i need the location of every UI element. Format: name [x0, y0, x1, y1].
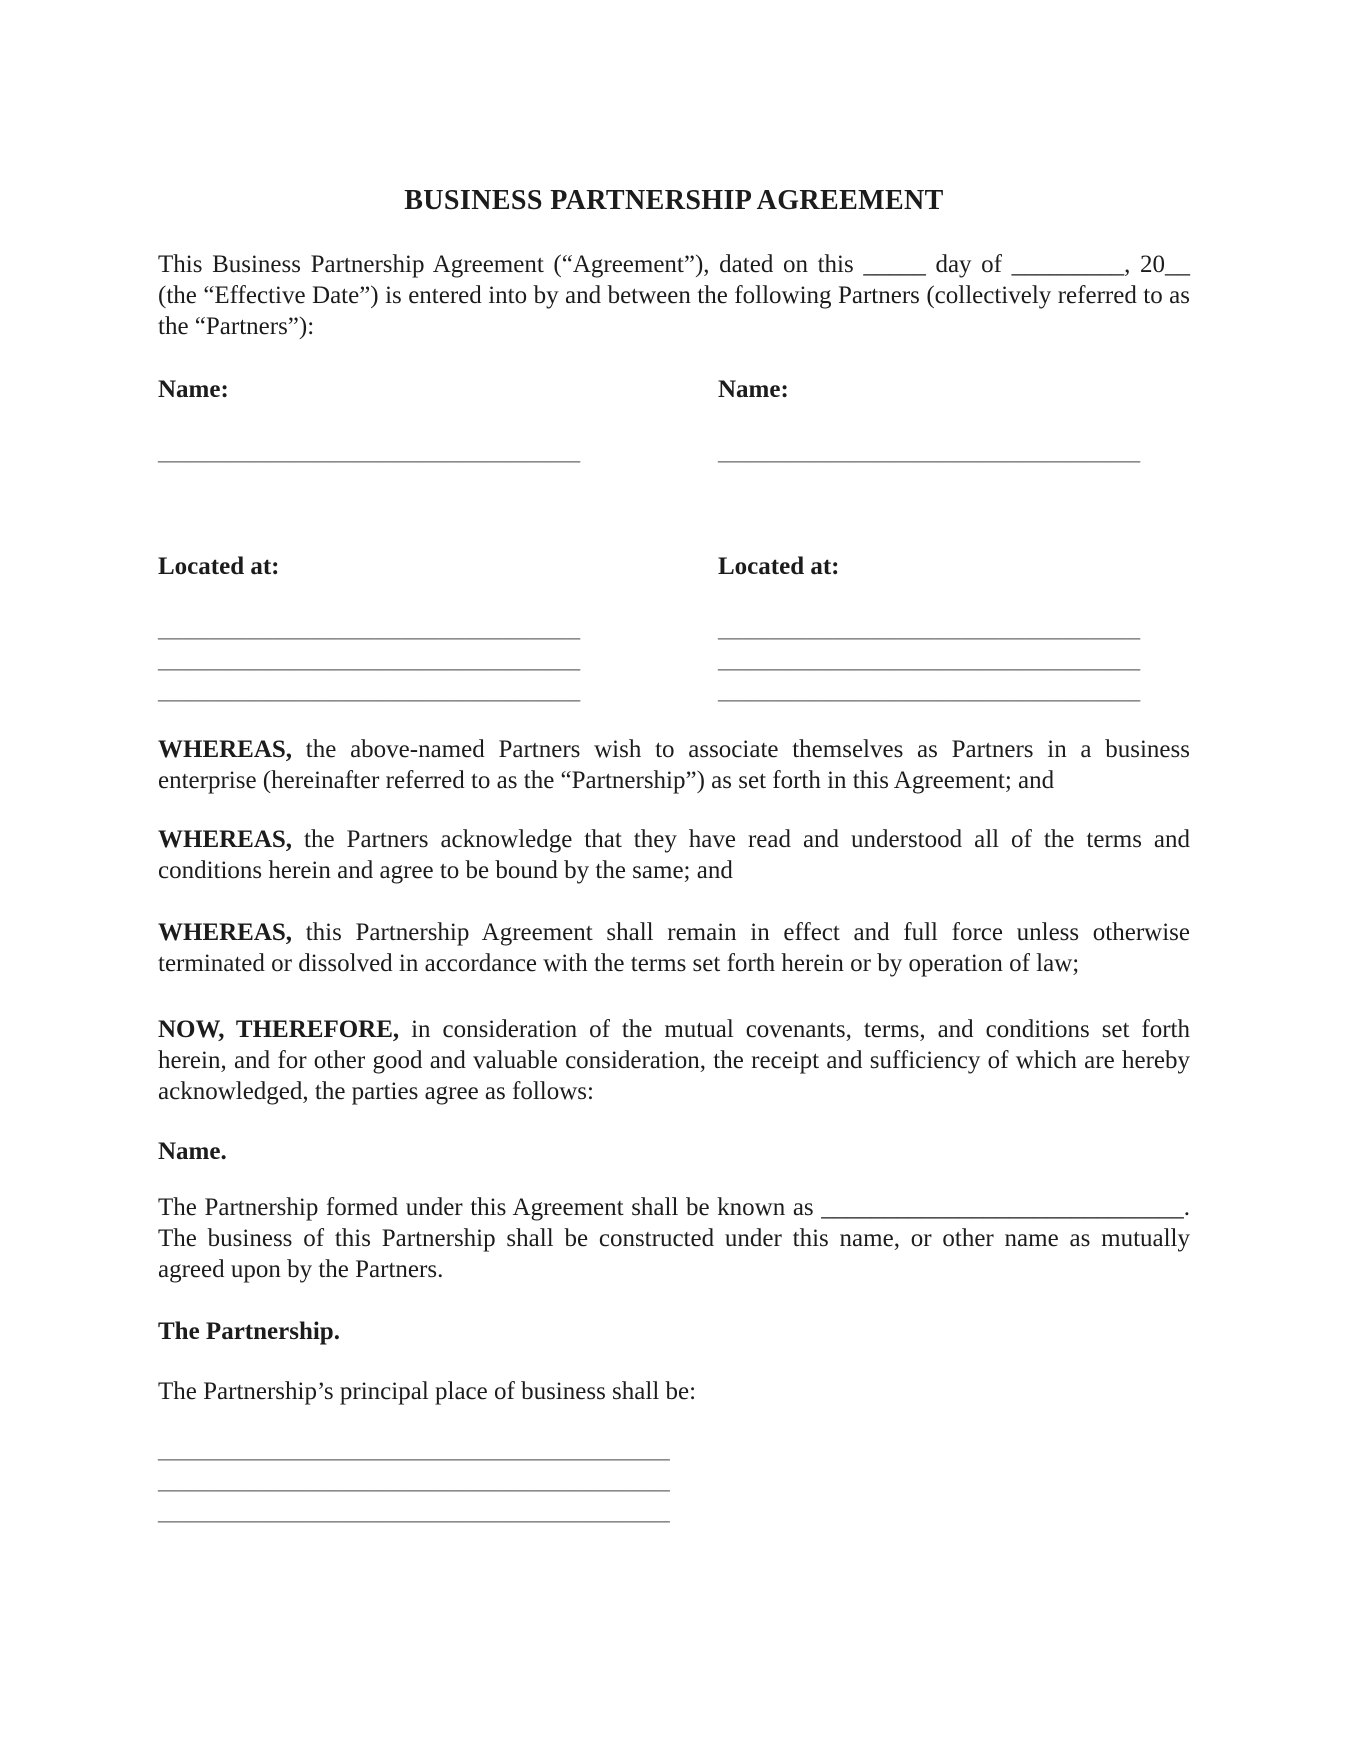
whereas-clause-2	[158, 824, 1190, 886]
clause-lead: NOW, THEREFORE,	[158, 1016, 400, 1043]
principal-place-lines	[158, 1434, 1190, 1527]
address-blank-line: _________________________________	[158, 646, 581, 673]
name-blank-line: _________________________________	[718, 438, 1141, 465]
principal-place-blank-line: ________________________________________	[158, 1467, 670, 1494]
name-section-paragraph: The Partnership formed under this Agreement shall be known as _____________________________. The business of this Partnership shall be constructed under this name, or other name as mutually agreed upon by the Partners.	[158, 1194, 1190, 1283]
partners-section	[158, 374, 1190, 706]
address-blank-line: _________________________________	[718, 646, 1141, 673]
partner-left-column	[158, 374, 718, 706]
section-heading-partnership: The Partnership.	[158, 1318, 340, 1345]
address-blank-line: _________________________________	[158, 615, 581, 642]
principal-place-blank-line: ________________________________________	[158, 1436, 670, 1463]
now-therefore-clause	[158, 1014, 1190, 1107]
clause-text: the Partners acknowledge that they have read and understood all of the terms and conditions herein and agree to be bound by the same; and	[158, 826, 1190, 884]
located-at-label: Located at:	[718, 553, 840, 580]
intro-paragraph: This Business Partnership Agreement (“Agreement”), dated on this _____ day of _________, 20__ (the “Effective Date”) is entered into by and between the following Partners (collectively referred to as the “Partners”):	[158, 251, 1190, 340]
clause-text: the above-named Partners wish to associate themselves as Partners in a business enterprise (hereinafter referred to as the “Partnership”) as set forth in this Agreement; and	[158, 736, 1190, 794]
name-blank-line: _________________________________	[158, 438, 581, 465]
document-title: BUSINESS PARTNERSHIP AGREEMENT	[404, 185, 944, 216]
located-at-label: Located at:	[158, 553, 280, 580]
address-blank-line: _________________________________	[718, 677, 1141, 704]
clause-text: in consideration of the mutual covenants, terms, and conditions set forth herein, and for other good and valuable consideration, the receipt and sufficiency of which are hereby acknowledged, the parties agree as follows:	[158, 1016, 1190, 1105]
principal-place-blank-line: ________________________________________	[158, 1498, 670, 1525]
partner-right-column	[718, 374, 1190, 706]
clause-lead: WHEREAS,	[158, 736, 293, 763]
clause-text: this Partnership Agreement shall remain in effect and full force unless otherwise terminated or dissolved in accordance with the terms set forth herein or by operation of law;	[158, 919, 1190, 977]
name-label: Name:	[718, 376, 789, 403]
principal-place-paragraph: The Partnership’s principal place of business shall be:	[158, 1378, 697, 1405]
clause-lead: WHEREAS,	[158, 826, 293, 853]
address-blank-line: _________________________________	[158, 677, 581, 704]
address-blank-line: _________________________________	[718, 615, 1141, 642]
section-heading-name: Name.	[158, 1138, 227, 1165]
whereas-clause-1	[158, 734, 1190, 796]
whereas-clause-3	[158, 917, 1190, 979]
name-label: Name:	[158, 376, 229, 403]
clause-lead: WHEREAS,	[158, 919, 293, 946]
